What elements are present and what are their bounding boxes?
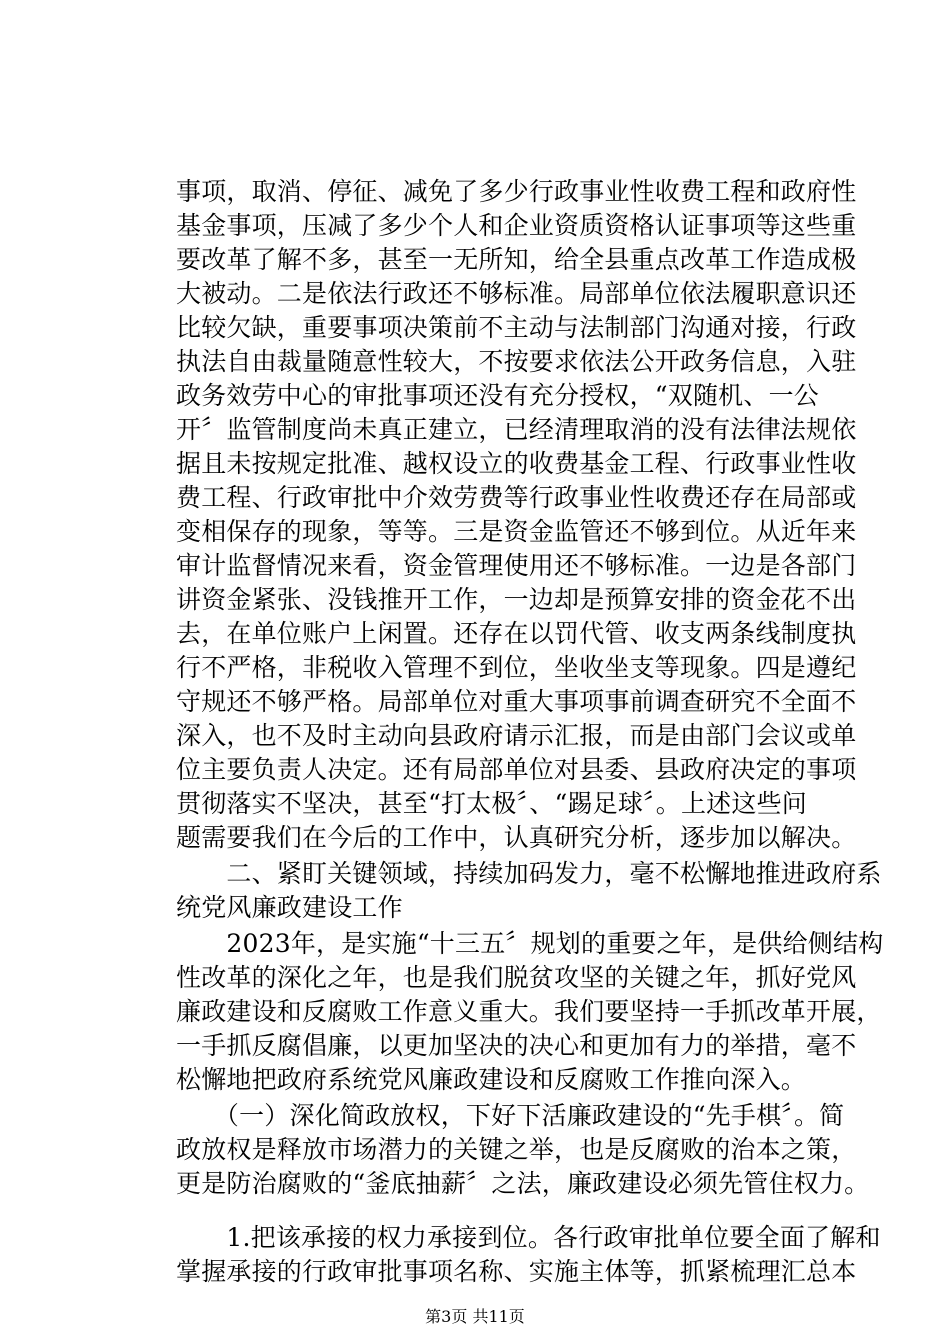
body-text-line: 讲资金紧张、没钱推开工作，一边却是预算安排的资金花不出: [176, 585, 857, 614]
body-text-line: 贯彻落实不坚决，甚至“打太极〞、“踢足球〞。上述这些问: [176, 789, 807, 818]
body-text-line: 2023年，是实施“十三五〞规划的重要之年，是供给侧结构: [176, 929, 884, 958]
body-text-line: 政放权是释放市场潜力的关键之举，也是反腐败的治本之策，: [176, 1135, 857, 1164]
body-text-line: 政务效劳中心的审批事项还没有充分授权，“双随机、一公: [176, 381, 819, 410]
page-number-footer: 第3页 共11页: [425, 1307, 525, 1326]
section-heading-line: 二、紧盯关键领域，持续加码发力，毫不松懈地推进政府系: [176, 859, 882, 888]
list-item-text: 1.把该承接的权力承接到位。各行政审批单位要全面了解和: [176, 1223, 881, 1252]
body-text-line: 行不严格，非税收入管理不到位，坐收坐支等现象。四是遵纪: [176, 653, 857, 682]
body-text-line: 变相保存的现象，等等。三是资金监管还不够到位。从近年来: [176, 517, 857, 546]
body-text-line: 执法自由裁量随意性较大，不按要求依法公开政务信息，入驻: [176, 347, 857, 376]
body-text-line: 深入，也不及时主动向县政府请示汇报，而是由部门会议或单: [176, 721, 857, 750]
body-text-line-visible: [176, 1255, 856, 1289]
body-text-line: 位主要负责人决定。还有局部单位对县委、县政府决定的事项: [176, 755, 857, 784]
body-text-line: 廉政建设和反腐败工作意义重大。我们要坚持一手抓改革开展，: [176, 997, 882, 1026]
body-text-line: 比较欠缺，重要事项决策前不主动与法制部门沟通对接，行政: [176, 313, 857, 342]
body-text-line: 去，在单位账户上闲置。还存在以罚代管、收支两条线制度执: [176, 619, 857, 648]
list-item-line-visible: [176, 1221, 881, 1255]
section-heading-line: 统党风廉政建设工作: [176, 893, 403, 922]
body-text-line: 基金事项，压减了多少个人和企业资质资格认证事项等这些重: [176, 211, 857, 240]
body-text-line: 开〞监管制度尚未真正建立，已经清理取消的没有法律法规依: [176, 415, 857, 444]
body-text-line: 性改革的深化之年，也是我们脱贫攻坚的关键之年，抓好党风: [176, 963, 857, 992]
body-text-line: 守规还不够严格。局部单位对重大事项事前调查研究不全面不: [176, 687, 857, 716]
body-text-line: 费工程、行政审批中介效劳费等行政事业性收费还存在局部或: [176, 483, 857, 512]
body-text-line: 审计监督情况来看，资金管理使用还不够标准。一边是各部门: [176, 551, 857, 580]
body-text-line: 大被动。二是依法行政还不够标准。局部单位依法履职意识还: [176, 279, 857, 308]
body-text-line: 松懈地把政府系统党风廉政建设和反腐败工作推向深入。: [176, 1065, 807, 1094]
body-text-line: 要改革了解不多，甚至一无所知，给全县重点改革工作造成极: [176, 245, 857, 274]
subsection-heading-line: （一）深化简政放权，下好下活廉政建设的“先手棋〞。简: [176, 1101, 845, 1130]
body-text-line: 题需要我们在今后的工作中，认真研究分析，逐步加以解决。: [176, 823, 857, 852]
body-text-line: 据且未按规定批准、越权设立的收费基金工程、行政事业性收: [176, 449, 857, 478]
body-text-line: 更是防治腐败的“釜底抽薪〞之法，廉政建设必须先管住权力。: [176, 1169, 870, 1198]
body-text-line: 事项，取消、停征、减免了多少行政事业性收费工程和政府性: [176, 177, 857, 206]
body-text-line: 一手抓反腐倡廉，以更加坚决的决心和更加有力的举措，毫不: [176, 1031, 857, 1060]
body-text: 掌握承接的行政审批事项名称、实施主体等，抓紧梳理汇总本: [176, 1257, 857, 1286]
